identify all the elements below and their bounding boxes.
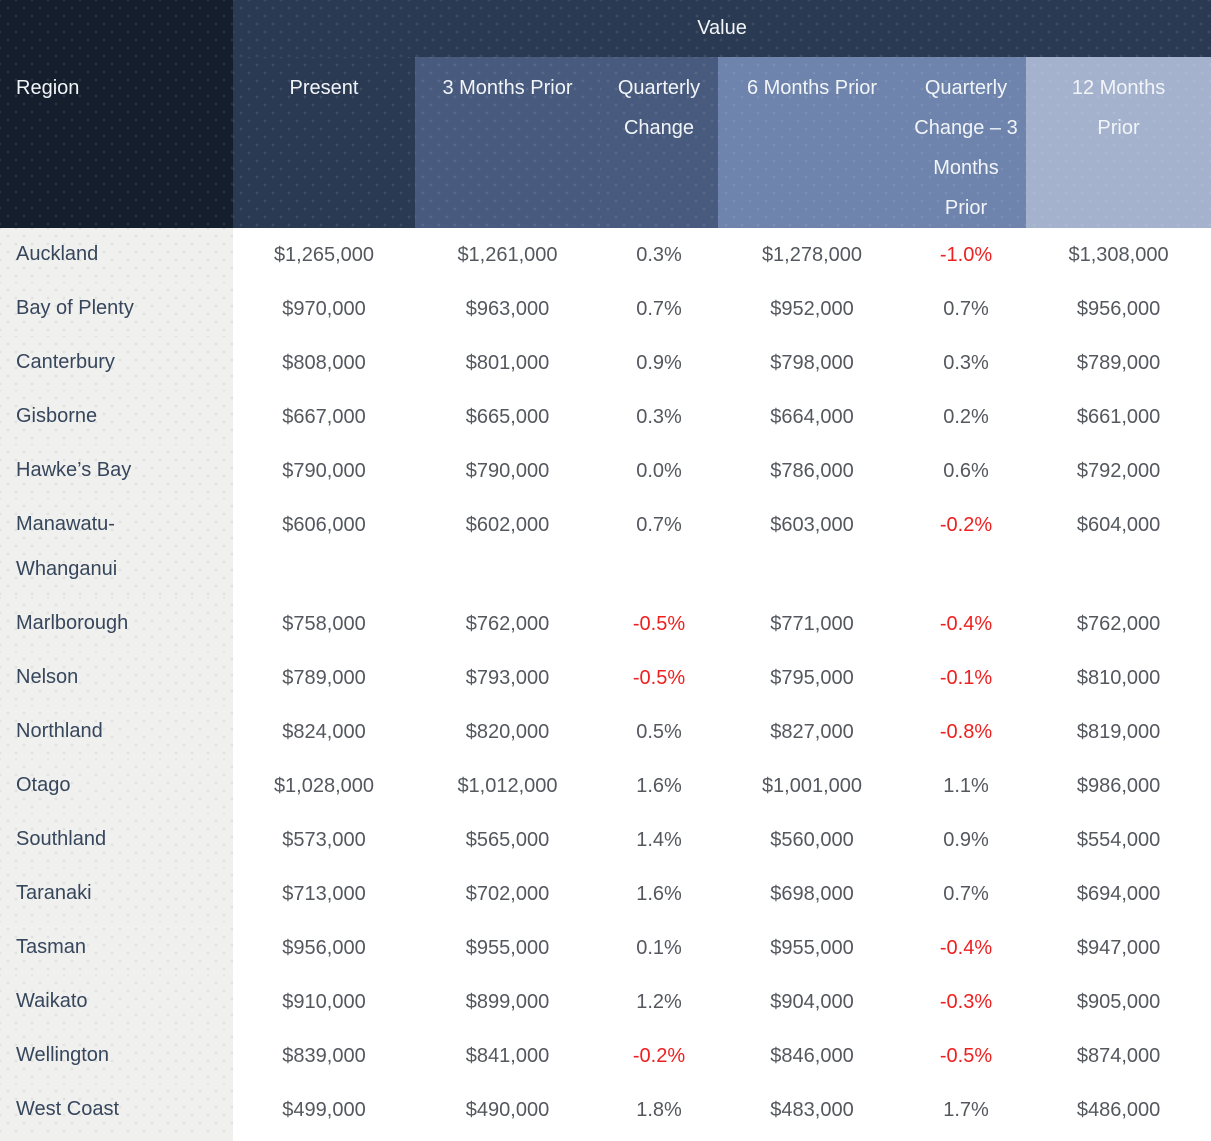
region-cell: Hawke’s Bay xyxy=(0,444,233,498)
value-cell: 1.6% xyxy=(600,867,718,921)
region-cell: Wellington xyxy=(0,1029,233,1083)
table-row xyxy=(0,336,1211,390)
value-cell: 0.9% xyxy=(906,813,1026,867)
region-column-header: Region xyxy=(0,0,233,228)
value-cell: $1,265,000 xyxy=(233,228,415,282)
value-cell: 1.2% xyxy=(600,975,718,1029)
region-cell: Waikato xyxy=(0,975,233,1029)
table-row xyxy=(0,444,1211,498)
value-cell: $762,000 xyxy=(415,597,600,651)
region-cell: Otago xyxy=(0,759,233,813)
value-cell: $970,000 xyxy=(233,282,415,336)
value-cell: 1.4% xyxy=(600,813,718,867)
value-band-row xyxy=(0,0,1211,57)
value-cell: $801,000 xyxy=(415,336,600,390)
value-cell: $661,000 xyxy=(1026,390,1211,444)
value-cell: $810,000 xyxy=(1026,651,1211,705)
column-header-quarterly-change-3-months-prior xyxy=(906,57,1026,228)
value-cell: 0.3% xyxy=(600,390,718,444)
column-header-quarterly-change-label: Quarterly Change xyxy=(617,77,701,139)
value-cell: -0.2% xyxy=(906,498,1026,597)
value-cell: $565,000 xyxy=(415,813,600,867)
table-row xyxy=(0,651,1211,705)
region-cell: Auckland xyxy=(0,228,233,282)
region-cell: Southland xyxy=(0,813,233,867)
region-cell: West Coast xyxy=(0,1083,233,1137)
value-cell: 1.6% xyxy=(600,759,718,813)
value-cell: -0.3% xyxy=(906,975,1026,1029)
value-cell: $1,001,000 xyxy=(718,759,906,813)
value-cell: $499,000 xyxy=(233,1083,415,1137)
value-cell: $789,000 xyxy=(1026,336,1211,390)
value-cell: $904,000 xyxy=(718,975,906,1029)
table-row xyxy=(0,705,1211,759)
value-cell: $713,000 xyxy=(233,867,415,921)
region-cell: Nelson xyxy=(0,651,233,705)
table-row xyxy=(0,390,1211,444)
value-cell: 0.2% xyxy=(906,390,1026,444)
value-group-header: Value xyxy=(233,0,1211,57)
value-cell: -0.5% xyxy=(600,651,718,705)
value-cell: 0.7% xyxy=(600,498,718,597)
value-cell: 0.0% xyxy=(600,444,718,498)
value-cell: $790,000 xyxy=(415,444,600,498)
value-cell: -0.1% xyxy=(906,651,1026,705)
value-cell: -0.4% xyxy=(906,921,1026,975)
value-cell: $846,000 xyxy=(718,1029,906,1083)
value-cell: $1,261,000 xyxy=(415,228,600,282)
value-cell: $955,000 xyxy=(718,921,906,975)
value-cell: $554,000 xyxy=(1026,813,1211,867)
table-row xyxy=(0,921,1211,975)
value-cell: $795,000 xyxy=(718,651,906,705)
value-cell: $792,000 xyxy=(1026,444,1211,498)
column-header-present: Present xyxy=(233,57,415,228)
value-cell: 0.1% xyxy=(600,921,718,975)
value-cell: -0.5% xyxy=(600,597,718,651)
region-cell: Gisborne xyxy=(0,390,233,444)
table-row xyxy=(0,867,1211,921)
region-cell: Bay of Plenty xyxy=(0,282,233,336)
region-cell: Taranaki xyxy=(0,867,233,921)
value-cell: $758,000 xyxy=(233,597,415,651)
value-cell: $820,000 xyxy=(415,705,600,759)
value-cell: $560,000 xyxy=(718,813,906,867)
value-cell: $483,000 xyxy=(718,1083,906,1137)
region-cell: Northland xyxy=(0,705,233,759)
value-cell: $956,000 xyxy=(1026,282,1211,336)
value-cell: 0.3% xyxy=(600,228,718,282)
value-cell: $694,000 xyxy=(1026,867,1211,921)
table-row xyxy=(0,228,1211,282)
table-header xyxy=(0,0,1211,228)
value-cell: 0.7% xyxy=(906,282,1026,336)
value-cell: $986,000 xyxy=(1026,759,1211,813)
value-cell: $789,000 xyxy=(233,651,415,705)
table-row xyxy=(0,498,1211,597)
value-cell: $790,000 xyxy=(233,444,415,498)
column-header-6-months-prior: 6 Months Prior xyxy=(718,57,906,228)
value-cell: $603,000 xyxy=(718,498,906,597)
value-cell: $839,000 xyxy=(233,1029,415,1083)
value-cell: $793,000 xyxy=(415,651,600,705)
value-cell: $606,000 xyxy=(233,498,415,597)
column-header-quarterly-change xyxy=(600,57,718,228)
value-cell: $798,000 xyxy=(718,336,906,390)
value-cell: 1.8% xyxy=(600,1083,718,1137)
value-cell: $604,000 xyxy=(1026,498,1211,597)
value-cell: $827,000 xyxy=(718,705,906,759)
value-cell: -0.2% xyxy=(600,1029,718,1083)
value-cell: 0.9% xyxy=(600,336,718,390)
region-column-footer-strip xyxy=(0,1137,233,1141)
value-cell: $819,000 xyxy=(1026,705,1211,759)
region-cell: Marlborough xyxy=(0,597,233,651)
value-cell: $824,000 xyxy=(233,705,415,759)
value-cell: 0.7% xyxy=(906,867,1026,921)
value-cell: 1.1% xyxy=(906,759,1026,813)
column-header-quarterly-change-3-months-prior-label: Quarterly Change – 3 Months Prior xyxy=(914,77,1018,219)
value-cell: $905,000 xyxy=(1026,975,1211,1029)
value-cell: -0.4% xyxy=(906,597,1026,651)
value-cell: $808,000 xyxy=(233,336,415,390)
value-cell: -0.5% xyxy=(906,1029,1026,1083)
value-cell: $667,000 xyxy=(233,390,415,444)
table-row xyxy=(0,975,1211,1029)
value-cell: $762,000 xyxy=(1026,597,1211,651)
value-cell: $899,000 xyxy=(415,975,600,1029)
value-cell: $664,000 xyxy=(718,390,906,444)
value-cell: $702,000 xyxy=(415,867,600,921)
table-row xyxy=(0,813,1211,867)
value-cell: $955,000 xyxy=(415,921,600,975)
value-cell: $874,000 xyxy=(1026,1029,1211,1083)
value-cell: $602,000 xyxy=(415,498,600,597)
table-row xyxy=(0,759,1211,813)
value-cell: -0.8% xyxy=(906,705,1026,759)
value-cell: $910,000 xyxy=(233,975,415,1029)
region-cell: Tasman xyxy=(0,921,233,975)
value-cell: 0.3% xyxy=(906,336,1026,390)
value-cell: 0.6% xyxy=(906,444,1026,498)
value-cell: $490,000 xyxy=(415,1083,600,1137)
value-cell: $486,000 xyxy=(1026,1083,1211,1137)
table-row xyxy=(0,1029,1211,1083)
table-row xyxy=(0,1083,1211,1137)
value-cell: $956,000 xyxy=(233,921,415,975)
value-cell: $665,000 xyxy=(415,390,600,444)
value-cell: $1,012,000 xyxy=(415,759,600,813)
value-cell: 1.7% xyxy=(906,1083,1026,1137)
table-row xyxy=(0,282,1211,336)
region-cell: Canterbury xyxy=(0,336,233,390)
value-cell: $771,000 xyxy=(718,597,906,651)
value-cell: -1.0% xyxy=(906,228,1026,282)
value-cell: $698,000 xyxy=(718,867,906,921)
value-cell: $963,000 xyxy=(415,282,600,336)
region-cell: Manawatu-Whanganui xyxy=(0,498,233,597)
table-row xyxy=(0,597,1211,651)
value-cell: $947,000 xyxy=(1026,921,1211,975)
column-header-12-months-prior xyxy=(1026,57,1211,228)
value-cell: $952,000 xyxy=(718,282,906,336)
value-cell: $786,000 xyxy=(718,444,906,498)
value-cell: 0.7% xyxy=(600,282,718,336)
value-cell: $573,000 xyxy=(233,813,415,867)
value-cell: 0.5% xyxy=(600,705,718,759)
value-cell: $841,000 xyxy=(415,1029,600,1083)
value-cell: $1,278,000 xyxy=(718,228,906,282)
column-header-3-months-prior: 3 Months Prior xyxy=(415,57,600,228)
value-cell: $1,028,000 xyxy=(233,759,415,813)
table-body xyxy=(0,228,1211,1137)
value-cell: $1,308,000 xyxy=(1026,228,1211,282)
column-header-12-months-prior-label: 12 Months Prior xyxy=(1071,77,1166,139)
